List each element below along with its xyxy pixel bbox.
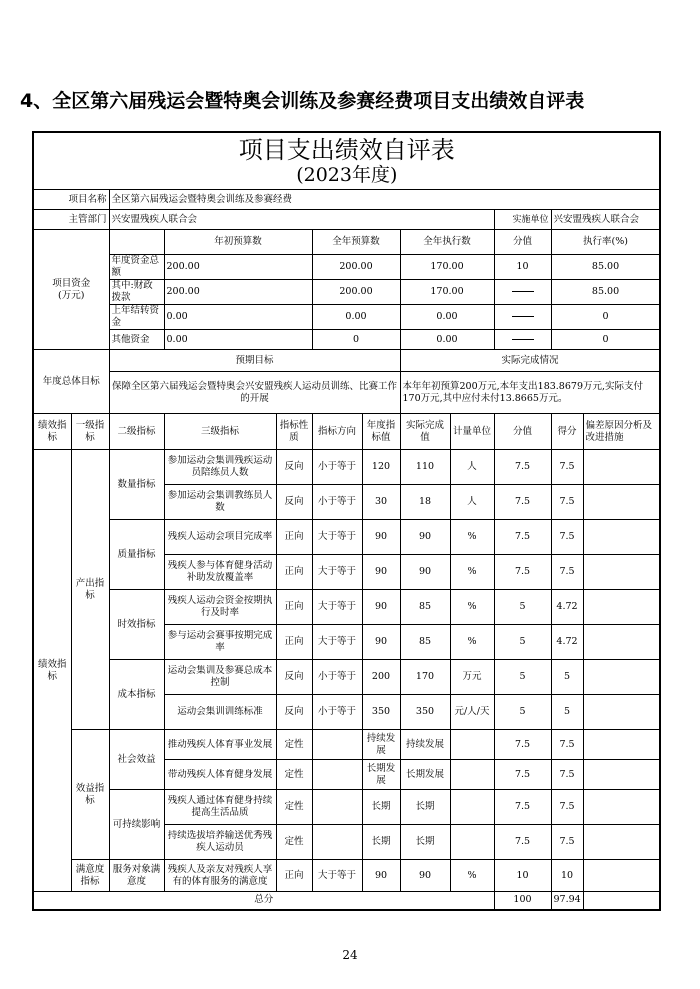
indicator-unit xyxy=(450,730,494,760)
cell-text: 运动会集训及参赛总成本控制 xyxy=(167,665,273,688)
funds-header: 执行率(%) xyxy=(551,230,660,255)
indicator-deviation xyxy=(583,485,660,520)
indicator-deviation xyxy=(583,760,660,790)
indicator-target: 30 xyxy=(362,485,400,520)
indicator-actual: 长期发展 xyxy=(400,760,450,790)
indicator-target: 长期发展 xyxy=(362,760,400,790)
indicator-nature: 正向 xyxy=(276,520,312,555)
group-service: 服务对象满意度 xyxy=(109,860,164,892)
funds-annual-budget: 0 xyxy=(312,330,400,350)
indicator-weight: 5 xyxy=(494,695,551,730)
indicator-name xyxy=(164,625,276,660)
indicator-deviation xyxy=(583,450,660,485)
indicator-score: 10 xyxy=(551,860,583,892)
cell-text: 参加运动会集训残疾运动员陪练员人数 xyxy=(167,455,273,478)
indicator-score: 5 xyxy=(551,660,583,695)
dept-value: 兴安盟残疾人联合会 xyxy=(109,210,494,230)
cell-text: 残疾人及亲友对残疾人享有的体育服务的满意度 xyxy=(167,863,273,887)
table-title-cell xyxy=(33,132,660,190)
indicator-name xyxy=(164,825,276,860)
indicator-direction: 小于等于 xyxy=(312,485,362,520)
funds-row-name xyxy=(109,280,164,305)
indicator-deviation xyxy=(583,520,660,555)
indicator-score: 4.72 xyxy=(551,590,583,625)
project-name: 全区第六届残运会暨特奥会训练及参赛经费 xyxy=(109,190,660,210)
funds-weight xyxy=(494,330,551,350)
total-weight: 100 xyxy=(494,892,551,910)
indicator-weight: 7.5 xyxy=(494,790,551,825)
indicator-deviation xyxy=(583,730,660,760)
benefit-label: 效益指标 xyxy=(71,730,109,860)
cell-text: 残疾人通过体育健身持续提高生活品质 xyxy=(167,795,273,818)
indicator-target: 90 xyxy=(362,520,400,555)
table-title: 项目支出绩效自评表 xyxy=(238,136,455,164)
indicator-deviation xyxy=(583,625,660,660)
indicator-actual: 110 xyxy=(400,450,450,485)
indicator-direction: 大于等于 xyxy=(312,860,362,892)
indicator-name xyxy=(164,660,276,695)
indicator-unit: % xyxy=(450,590,494,625)
indicator-nature: 正向 xyxy=(276,590,312,625)
indicator-direction xyxy=(312,825,362,860)
total-label: 总分 xyxy=(33,892,494,910)
hdr-level1: 一级指标 xyxy=(71,414,109,450)
funds-weight xyxy=(494,280,551,305)
indicator-weight: 5 xyxy=(494,660,551,695)
indicator-deviation xyxy=(583,790,660,825)
indicator-weight: 7.5 xyxy=(494,450,551,485)
group-sustain: 可持续影响 xyxy=(109,790,164,860)
indicator-unit: % xyxy=(450,555,494,590)
indicator-target: 长期 xyxy=(362,790,400,825)
funds-initial-budget: 0.00 xyxy=(164,330,312,350)
satisfaction-label: 满意度指标 xyxy=(71,860,109,892)
indicator-unit: 人 xyxy=(450,485,494,520)
dash-mark xyxy=(512,339,534,340)
indicator-unit xyxy=(450,760,494,790)
indicator-score: 7.5 xyxy=(551,555,583,590)
funds-initial-budget: 0.00 xyxy=(164,305,312,330)
indicator-nature: 正向 xyxy=(276,860,312,892)
indicator-deviation xyxy=(583,555,660,590)
indicator-actual: 350 xyxy=(400,695,450,730)
funds-executed: 170.00 xyxy=(400,280,494,305)
indicator-weight: 7.5 xyxy=(494,520,551,555)
indicator-name xyxy=(164,520,276,555)
indicator-deviation xyxy=(583,695,660,730)
dash-mark xyxy=(512,291,534,292)
goals-expected: 保障全区第六届残运会暨特奥会兴安盟残疾人运动员训练、比赛工作的开展 xyxy=(109,372,400,414)
indicator-target: 120 xyxy=(362,450,400,485)
funds-initial-budget: 200.00 xyxy=(164,280,312,305)
indicator-score: 7.5 xyxy=(551,520,583,555)
indicator-direction: 大于等于 xyxy=(312,590,362,625)
indicator-name xyxy=(164,485,276,520)
cell-text: 残疾人运动会项目完成率 xyxy=(167,531,273,542)
indicator-deviation xyxy=(583,825,660,860)
group-cost: 成本指标 xyxy=(109,660,164,730)
funds-header: 年初预算数 xyxy=(164,230,312,255)
perf-label: 绩效指标 xyxy=(33,450,71,892)
indicator-nature: 正向 xyxy=(276,625,312,660)
indicator-actual: 85 xyxy=(400,625,450,660)
indicator-score: 7.5 xyxy=(551,825,583,860)
indicator-unit: % xyxy=(450,520,494,555)
indicator-target: 350 xyxy=(362,695,400,730)
project-name-label: 项目名称 xyxy=(33,190,109,210)
dept-label: 主管部门 xyxy=(33,210,109,230)
indicator-weight: 5 xyxy=(494,625,551,660)
funds-annual-budget: 0.00 xyxy=(312,305,400,330)
indicator-unit: % xyxy=(450,625,494,660)
indicator-name xyxy=(164,790,276,825)
funds-initial-budget: 200.00 xyxy=(164,255,312,280)
indicator-direction xyxy=(312,790,362,825)
indicator-unit: % xyxy=(450,860,494,892)
impl-value: 兴安盟残疾人联合会 xyxy=(551,210,660,230)
page-number: 24 xyxy=(342,948,358,962)
indicator-target: 90 xyxy=(362,555,400,590)
indicator-score: 5 xyxy=(551,695,583,730)
indicator-name xyxy=(164,695,276,730)
cell-text: 残疾人参与体育健身活动补助发放覆盖率 xyxy=(167,560,273,583)
indicator-deviation xyxy=(583,860,660,892)
funds-annual-budget: 200.00 xyxy=(312,255,400,280)
indicator-weight: 5 xyxy=(494,590,551,625)
cell-text: 偏差原因分析及改进措施 xyxy=(585,419,653,443)
cell-text: 残疾人运动会资金按期执行及时率 xyxy=(167,595,273,618)
indicator-score: 7.5 xyxy=(551,450,583,485)
indicator-unit xyxy=(450,790,494,825)
indicator-unit: 元/人/天 xyxy=(450,695,494,730)
indicator-nature: 反向 xyxy=(276,485,312,520)
indicator-actual: 85 xyxy=(400,590,450,625)
funds-label: 项目资金 (万元) xyxy=(33,230,109,350)
funds-header: 全年预算数 xyxy=(312,230,400,255)
cell-text: 持续选拔培养输送优秀残疾人运动员 xyxy=(167,830,273,853)
total-score: 97.94 xyxy=(551,892,583,910)
hdr-deviation xyxy=(583,414,660,450)
hdr-level3: 三级指标 xyxy=(164,414,276,450)
group-timeliness: 时效指标 xyxy=(109,590,164,660)
indicator-direction: 大于等于 xyxy=(312,520,362,555)
dash-mark xyxy=(512,316,534,317)
indicator-actual: 90 xyxy=(400,860,450,892)
indicator-direction xyxy=(312,760,362,790)
evaluation-table xyxy=(32,131,661,911)
funds-header: 分值 xyxy=(494,230,551,255)
indicator-target: 200 xyxy=(362,660,400,695)
cell-text: 年度资金总额 xyxy=(111,255,160,278)
total-blank xyxy=(583,892,660,910)
cell-text: 带动残疾人体育健身发展 xyxy=(167,768,273,780)
group-social: 社会效益 xyxy=(109,730,164,790)
funds-exec-rate: 85.00 xyxy=(551,280,660,305)
hdr-nature: 指标性质 xyxy=(276,414,312,450)
indicator-actual: 90 xyxy=(400,520,450,555)
hdr-level2: 二级指标 xyxy=(109,414,164,450)
table-year: (2023年度) xyxy=(296,164,398,186)
cell-text: 其中:财政拨款 xyxy=(111,280,153,303)
indicator-nature: 定性 xyxy=(276,790,312,825)
indicator-direction: 小于等于 xyxy=(312,450,362,485)
hdr-perf: 绩效指标 xyxy=(33,414,71,450)
funds-weight xyxy=(494,305,551,330)
indicator-target: 持续发展 xyxy=(362,730,400,760)
hdr-weight: 分值 xyxy=(494,414,551,450)
hdr-actual: 实际完成值 xyxy=(400,414,450,450)
group-quantity: 数量指标 xyxy=(109,450,164,520)
indicator-name xyxy=(164,760,276,790)
indicator-name xyxy=(164,555,276,590)
goals-actual: 本年年初预算200万元,本年支出183.8679万元,实际支付170万元,其中应付未付13.8665万元。 xyxy=(400,372,660,414)
cell-text: 其他资金 xyxy=(111,333,150,345)
indicator-name xyxy=(164,730,276,760)
indicator-direction xyxy=(312,730,362,760)
indicator-actual: 90 xyxy=(400,555,450,590)
hdr-unit: 计量单位 xyxy=(450,414,494,450)
funds-exec-rate: 0 xyxy=(551,305,660,330)
funds-row-name xyxy=(109,305,164,330)
indicator-weight: 7.5 xyxy=(494,730,551,760)
indicator-direction: 大于等于 xyxy=(312,625,362,660)
group-quality: 质量指标 xyxy=(109,520,164,590)
indicator-nature: 定性 xyxy=(276,760,312,790)
indicator-name xyxy=(164,860,276,892)
indicator-deviation xyxy=(583,660,660,695)
funds-header: 全年执行数 xyxy=(400,230,494,255)
funds-exec-rate: 85.00 xyxy=(551,255,660,280)
indicator-nature: 正向 xyxy=(276,555,312,590)
funds-header-blank xyxy=(109,230,164,255)
indicator-unit: 人 xyxy=(450,450,494,485)
indicator-direction: 小于等于 xyxy=(312,660,362,695)
indicator-weight: 10 xyxy=(494,860,551,892)
indicator-score: 4.72 xyxy=(551,625,583,660)
indicator-weight: 7.5 xyxy=(494,760,551,790)
indicator-direction: 大于等于 xyxy=(312,555,362,590)
indicator-direction: 小于等于 xyxy=(312,695,362,730)
indicator-unit: 万元 xyxy=(450,660,494,695)
output-label: 产出指标 xyxy=(71,450,109,730)
goals-actual-header: 实际完成情况 xyxy=(400,350,660,372)
indicator-target: 90 xyxy=(362,625,400,660)
goals-expected-header: 预期目标 xyxy=(109,350,400,372)
indicator-score: 7.5 xyxy=(551,760,583,790)
indicator-score: 7.5 xyxy=(551,485,583,520)
funds-executed: 0.00 xyxy=(400,330,494,350)
indicator-score: 7.5 xyxy=(551,730,583,760)
indicator-nature: 反向 xyxy=(276,660,312,695)
document-heading: 4、全区第六届残运会暨特奥会训练及参赛经费项目支出绩效自评表 xyxy=(20,90,585,112)
indicator-actual: 长期 xyxy=(400,790,450,825)
indicator-actual: 长期 xyxy=(400,825,450,860)
hdr-score: 得分 xyxy=(551,414,583,450)
indicator-target: 90 xyxy=(362,590,400,625)
indicator-weight: 7.5 xyxy=(494,555,551,590)
impl-label: 实施单位 xyxy=(494,210,551,230)
evaluation-table-wrapper xyxy=(32,131,659,911)
funds-exec-rate: 0 xyxy=(551,330,660,350)
indicator-name xyxy=(164,450,276,485)
funds-row-name xyxy=(109,330,164,350)
cell-text: 运动会集训训练标准 xyxy=(177,706,263,717)
goals-label: 年度总体目标 xyxy=(33,350,109,414)
hdr-target: 年度指标值 xyxy=(362,414,400,450)
cell-text: 参加运动会集训教练员人数 xyxy=(167,490,273,513)
funds-annual-budget: 200.00 xyxy=(312,280,400,305)
indicator-weight: 7.5 xyxy=(494,825,551,860)
indicator-deviation xyxy=(583,590,660,625)
indicator-actual: 18 xyxy=(400,485,450,520)
indicator-unit xyxy=(450,825,494,860)
funds-row-name xyxy=(109,255,164,280)
funds-executed: 170.00 xyxy=(400,255,494,280)
indicator-actual: 持续发展 xyxy=(400,730,450,760)
indicator-nature: 定性 xyxy=(276,730,312,760)
indicator-target: 长期 xyxy=(362,825,400,860)
indicator-name xyxy=(164,590,276,625)
indicator-nature: 反向 xyxy=(276,450,312,485)
indicator-score: 7.5 xyxy=(551,790,583,825)
indicator-nature: 定性 xyxy=(276,825,312,860)
cell-text: 参与运动会赛事按期完成率 xyxy=(167,630,273,653)
indicator-weight: 7.5 xyxy=(494,485,551,520)
cell-text: 推动残疾人体育事业发展 xyxy=(167,738,273,750)
indicator-actual: 170 xyxy=(400,660,450,695)
funds-weight: 10 xyxy=(494,255,551,280)
indicator-nature: 反向 xyxy=(276,695,312,730)
cell-text: 上年结转资金 xyxy=(111,305,160,328)
indicator-target: 90 xyxy=(362,860,400,892)
funds-executed: 0.00 xyxy=(400,305,494,330)
hdr-direction: 指标方向 xyxy=(312,414,362,450)
